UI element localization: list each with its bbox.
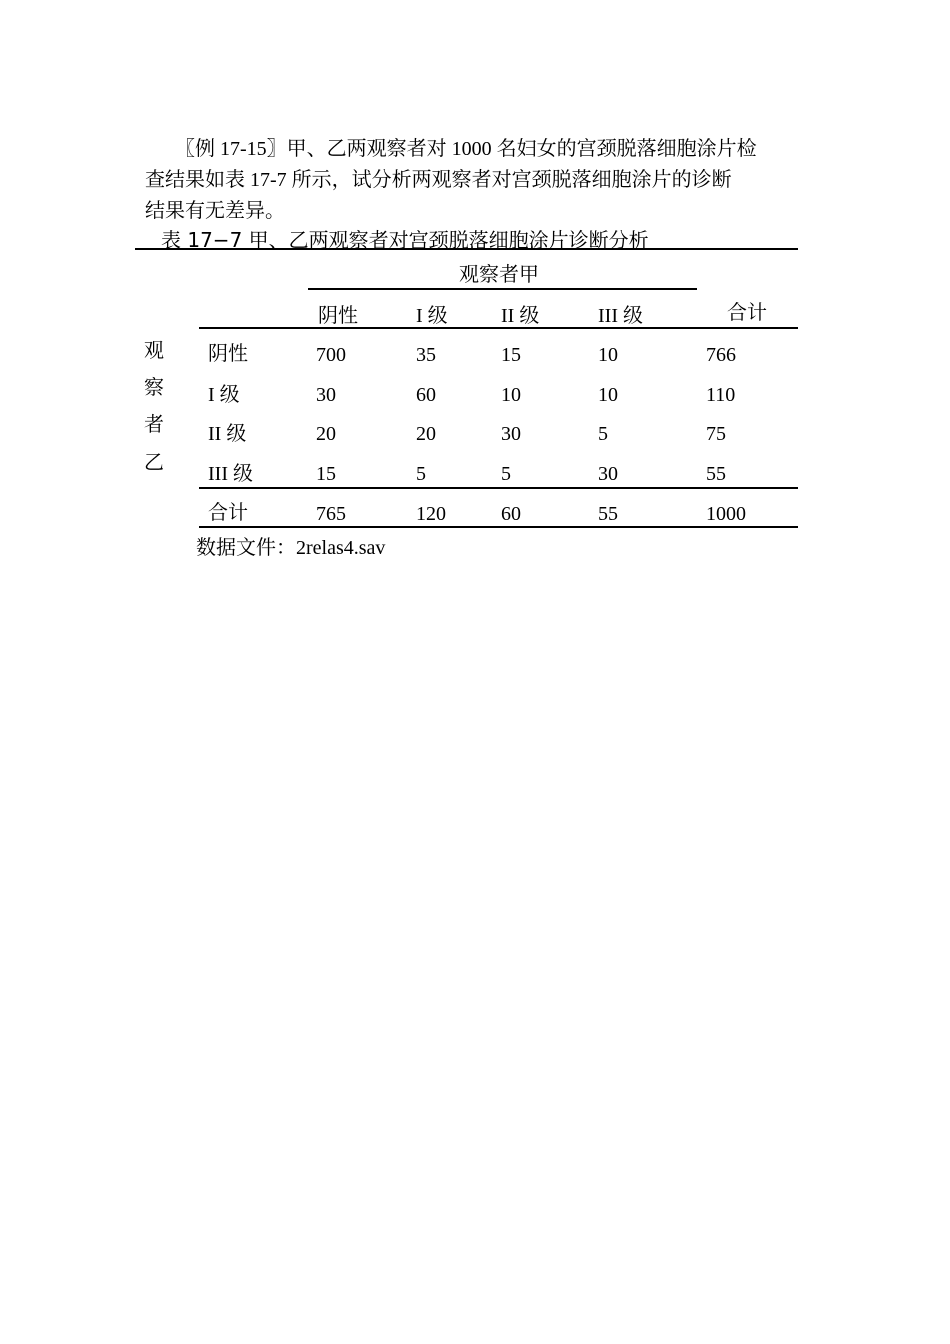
table-cell: 5 [416, 463, 426, 485]
table-cell: 765 [316, 503, 346, 525]
row-label: II 级 [208, 423, 247, 445]
group-header-observer-a: 观察者甲 [459, 264, 539, 286]
paragraph-line-2: 查结果如表 17-7 所示，试分析两观察者对宫颈脱落细胞涂片的诊断 [145, 169, 732, 191]
row-group-label-char: 乙 [144, 452, 164, 474]
total-top-rule [199, 487, 798, 489]
group-header-rule [308, 288, 697, 290]
table-cell: 60 [416, 384, 436, 406]
table-cell: 60 [501, 503, 521, 525]
paragraph-line-1: 〖例 17-15〗甲、乙两观察者对 1000 名妇女的宫颈脱落细胞涂片检 [175, 138, 757, 160]
column-header: I 级 [416, 305, 448, 327]
table-cell-total: 75 [706, 423, 726, 445]
table-cell: 30 [316, 384, 336, 406]
row-label: I 级 [208, 384, 240, 406]
row-label: III 级 [208, 463, 253, 485]
table-cell: 5 [501, 463, 511, 485]
row-group-label-char: 察 [144, 377, 164, 399]
table-cell: 55 [598, 503, 618, 525]
column-header: II 级 [501, 305, 540, 327]
table-cell-total: 110 [706, 384, 736, 406]
table-cell-grand-total: 1000 [706, 503, 746, 525]
table-cell: 35 [416, 344, 436, 366]
table-cell: 10 [501, 384, 521, 406]
paragraph-line-3: 结果有无差异。 [145, 200, 285, 222]
table-cell: 5 [598, 423, 608, 445]
total-column-header: 合计 [727, 302, 767, 324]
table-cell: 15 [501, 344, 521, 366]
table-caption: 表 17−7 甲、乙两观察者对宫颈脱落细胞涂片诊断分析 [161, 228, 649, 252]
table-cell: 10 [598, 344, 618, 366]
header-bottom-rule [199, 327, 798, 329]
data-file-note: 数据文件：2relas4.sav [196, 537, 386, 559]
table-bottom-rule [199, 526, 798, 528]
table-cell: 10 [598, 384, 618, 406]
table-cell-total: 766 [706, 344, 736, 366]
table-cell: 30 [598, 463, 618, 485]
row-group-label-char: 观 [144, 340, 164, 362]
table-top-rule [135, 248, 798, 250]
table-cell-total: 55 [706, 463, 726, 485]
column-header: III 级 [598, 305, 643, 327]
total-row-label: 合计 [208, 502, 248, 524]
example-paragraph [145, 134, 807, 227]
table-cell: 20 [316, 423, 336, 445]
column-header: 阴性 [318, 305, 358, 327]
row-group-label-char: 者 [144, 414, 164, 436]
table-cell: 120 [416, 503, 446, 525]
table-cell: 700 [316, 344, 346, 366]
row-label: 阴性 [208, 343, 248, 365]
table-cell: 20 [416, 423, 436, 445]
table-cell: 15 [316, 463, 336, 485]
table-cell: 30 [501, 423, 521, 445]
